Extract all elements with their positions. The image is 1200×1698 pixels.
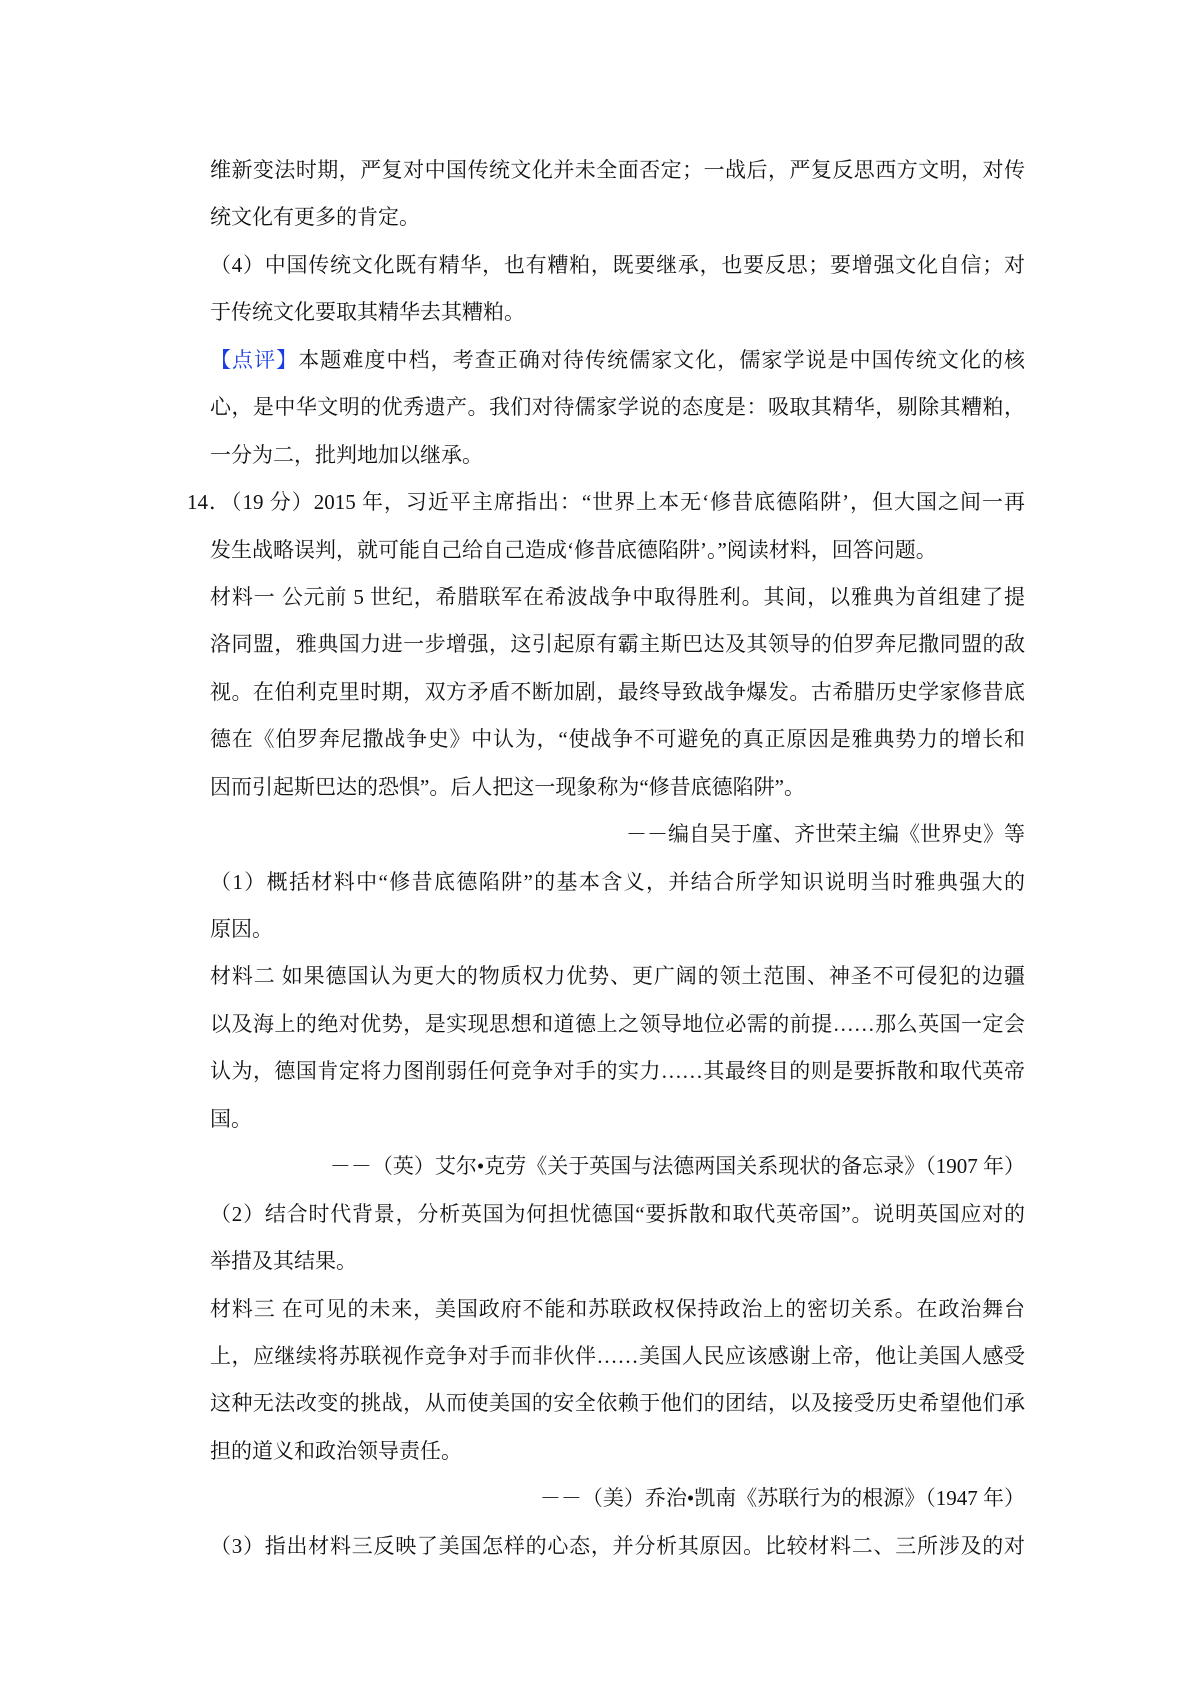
document-page	[187, 147, 1026, 1570]
comment-line	[210, 337, 1025, 384]
material-line: 德在《伯罗奔尼撒战争史》中认为，“使战争不可避免的真正原因是雅典势力的增长和	[210, 727, 1025, 752]
material-line: 洛同盟，雅典国力进一步增强，这引起原有霸主斯巴达及其领导的伯罗奔尼撒同盟的敌	[210, 632, 1025, 657]
material-line: 材料一 公元前 5 世纪，希腊联军在希波战争中取得胜利。其间，以雅典为首组建了提	[210, 584, 1025, 609]
answer-line: 统文化有更多的肯定。	[210, 205, 420, 230]
answer-line: 于传统文化要取其精华去其糟粕。	[210, 300, 525, 325]
comment-section	[210, 337, 1025, 479]
comment-line: 心，是中华文明的优秀遗产。我们对待儒家学说的态度是：吸取其精华，剔除其糟粕，	[210, 395, 1025, 420]
answer-q3-tail	[210, 147, 1025, 242]
comment-line: 一分为二，批判地加以继承。	[210, 442, 483, 467]
question-14	[187, 479, 1025, 1570]
material-line: 因而引起斯巴达的恐惧”。后人把这一现象称为“修昔底德陷阱”。	[210, 774, 805, 799]
material-line: 国。	[210, 1106, 252, 1131]
sub-question-line: （2）结合时代背景，分析英国为何担忧德国“要拆散和取代英帝国”。说明英国应对的	[210, 1201, 1025, 1226]
sub-question-line: 举措及其结果。	[210, 1249, 357, 1274]
answer-q4	[210, 242, 1025, 337]
material-line: 认为，德国肯定将力图削弱任何竞争对手的实力……其最终目的则是要拆散和取代英帝	[210, 1059, 1025, 1084]
question-stem-line: 发生战略误判，就可能自己给自己造成‘修昔底德陷阱’。”阅读材料，回答问题。	[210, 537, 937, 562]
sub-question-2	[210, 1191, 1025, 1286]
material-line: 视。在伯利克里时期，双方矛盾不断加剧，最终导致战争爆发。古希腊历史学家修昔底	[210, 679, 1025, 704]
sub-question-3	[210, 1523, 1025, 1570]
sub-question-line: （1）概括材料中“修昔底德陷阱”的基本含义，并结合所学知识说明当时雅典强大的	[210, 869, 1025, 894]
material-line: 以及海上的绝对优势，是实现思想和道德上之领导地位必需的前提……那么英国一定会	[210, 1011, 1025, 1036]
material-1	[210, 574, 1025, 859]
material-source: －－编自吴于廑、齐世荣主编《世界史》等	[626, 822, 1025, 847]
answer-line: （4）中国传统文化既有精华，也有糟粕，既要继承，也要反思；要增强文化自信；对	[210, 252, 1025, 277]
material-line: 这种无法改变的挑战，从而使美国的安全依赖于他们的团结，以及接受历史希望他们承	[210, 1391, 1025, 1416]
comment-label: 【点评】	[210, 347, 299, 372]
material-source: －－（美）乔治•凯南《苏联行为的根源》（1947 年）	[539, 1486, 1025, 1511]
material-line: 上，应继续将苏联视作竞争对手而非伙伴……美国人民应该感谢上帝，他让美国人感受	[210, 1343, 1025, 1368]
sub-question-1	[210, 859, 1025, 954]
sub-question-line: 原因。	[210, 917, 273, 941]
material-line: 材料三 在可见的未来，美国政府不能和苏联政权保持政治上的密切关系。在政治舞台	[210, 1296, 1025, 1321]
material-source: －－（英）艾尔•克劳《关于英国与法德两国关系现状的备忘录》（1907 年）	[329, 1154, 1025, 1179]
material-2	[210, 953, 1025, 1190]
comment-text: 本题难度中档，考查正确对待传统儒家文化，儒家学说是中国传统文化的核	[298, 347, 1026, 372]
question-stem-line: 14．（19 分）2015 年，习近平主席指出：“世界上本无‘修昔底德陷阱’，但大国之间一再	[187, 490, 1025, 515]
material-line: 材料二 如果德国认为更大的物质权力优势、更广阔的领土范围、神圣不可侵犯的边疆	[210, 964, 1025, 989]
answer-line: 维新变法时期，严复对中国传统文化并未全面否定；一战后，严复反思西方文明，对传	[210, 158, 1025, 182]
material-3	[210, 1286, 1025, 1523]
sub-question-line: （3）指出材料三反映了美国怎样的心态，并分析其原因。比较材料二、三所涉及的对	[210, 1533, 1025, 1558]
material-line: 担的道义和政治领导责任。	[210, 1438, 462, 1463]
